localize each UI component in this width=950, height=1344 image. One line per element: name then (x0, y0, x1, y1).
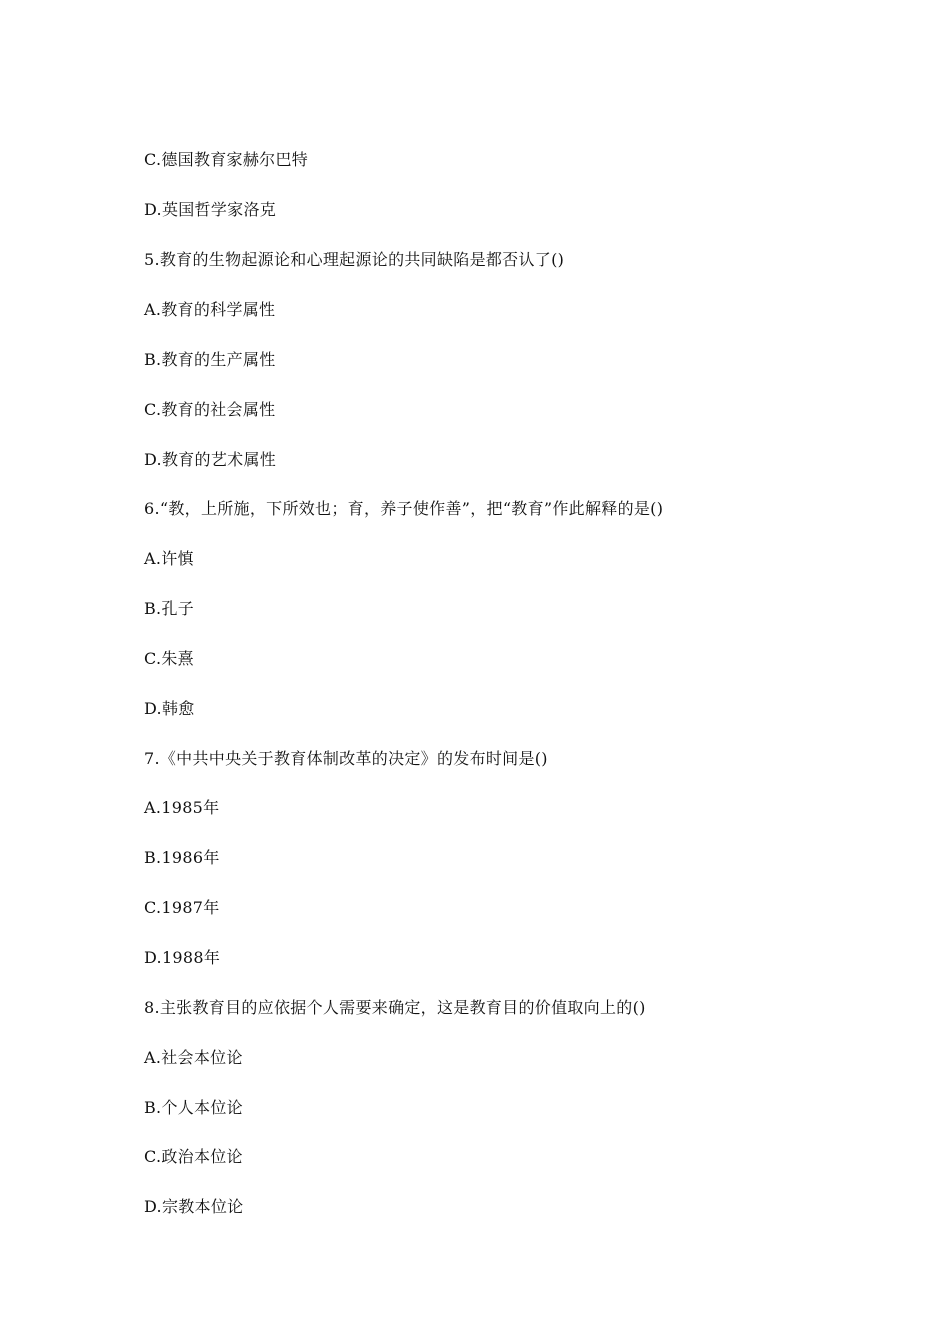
option-c-q5: C.教育的社会属性 (144, 400, 276, 419)
option-d-q7: D.1988年 (144, 948, 221, 967)
option-d-q4: D.英国哲学家洛克 (144, 200, 277, 219)
option-d-q5: D.教育的艺术属性 (144, 450, 277, 469)
option-c-q8: C.政治本位论 (144, 1147, 243, 1166)
option-a-q7: A.1985年 (144, 798, 220, 817)
question-6: 6.“教，上所施，下所效也；育，养子使作善”，把“教育”作此解释的是() (144, 499, 664, 518)
option-d-q8: D.宗教本位论 (144, 1197, 244, 1216)
option-c-q4: C.德国教育家赫尔巴特 (144, 150, 309, 169)
question-8: 8.主张教育目的应依据个人需要来确定，这是教育目的价值取向上的() (144, 998, 646, 1017)
option-b-q7: B.1986年 (144, 848, 220, 867)
option-d-q6: D.韩愈 (144, 699, 195, 718)
option-a-q6: A.许慎 (144, 549, 194, 568)
option-b-q5: B.教育的生产属性 (144, 350, 276, 369)
option-c-q7: C.1987年 (144, 898, 220, 917)
option-a-q8: A.社会本位论 (144, 1048, 243, 1067)
question-5: 5.教育的生物起源论和心理起源论的共同缺陷是都否认了() (144, 250, 565, 269)
option-b-q8: B.个人本位论 (144, 1098, 243, 1117)
option-a-q5: A.教育的科学属性 (144, 300, 276, 319)
option-b-q6: B.孔子 (144, 599, 195, 618)
option-c-q6: C.朱熹 (144, 649, 194, 668)
question-7: 7.《中共中央关于教育体制改革的决定》的发布时间是() (144, 749, 548, 768)
